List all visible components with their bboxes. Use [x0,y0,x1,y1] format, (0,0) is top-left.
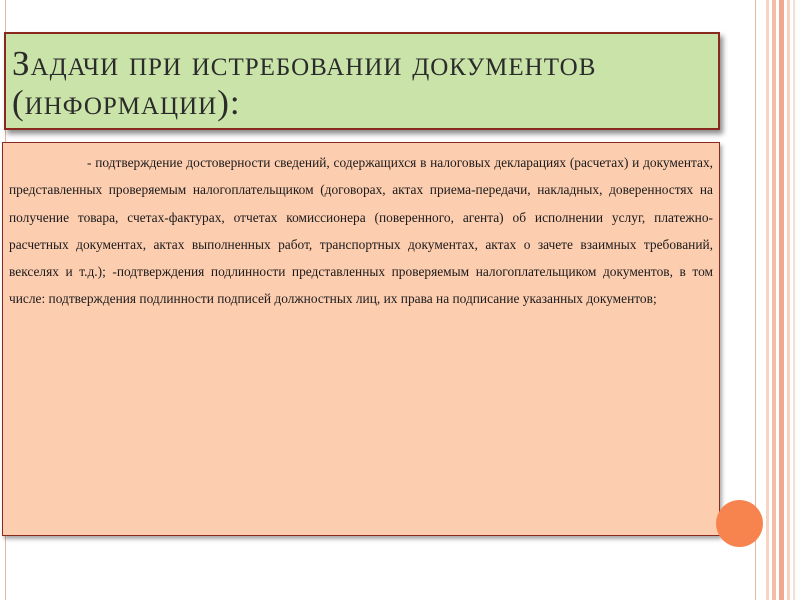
slide-title: Задачи при истребовании документов (информации): [12,44,597,122]
decorative-stripe [766,0,769,600]
title-box [4,32,720,130]
decorative-circle [716,500,763,547]
content-box [2,142,720,536]
decorative-stripe [793,0,795,600]
decorative-stripe [787,0,790,600]
decorative-stripe [772,0,776,600]
slide-body-text: - подтверждение достоверности сведений, содержащихся в налоговых декларациях (расчетах) и документах, представленных проверяемым налогоплательщиком (договорах, актах приема-передачи, накладных, доверенностях на получение товара, счетах-фактурах, отчетах комиссионера (поверенного, агента) об исполнении услуг, платежно-расчетных документах, актах выполненных работ, транспортных документах, актах о зачете взаимных требований, векселях и т.д.); -подтверждения подлинности представленных проверяемым налогоплательщиком документов, в том числе: подтверждения подлинности подписей должностных лиц, их права на подписание указанных документов; [9,155,713,307]
decorative-stripe [779,0,784,600]
